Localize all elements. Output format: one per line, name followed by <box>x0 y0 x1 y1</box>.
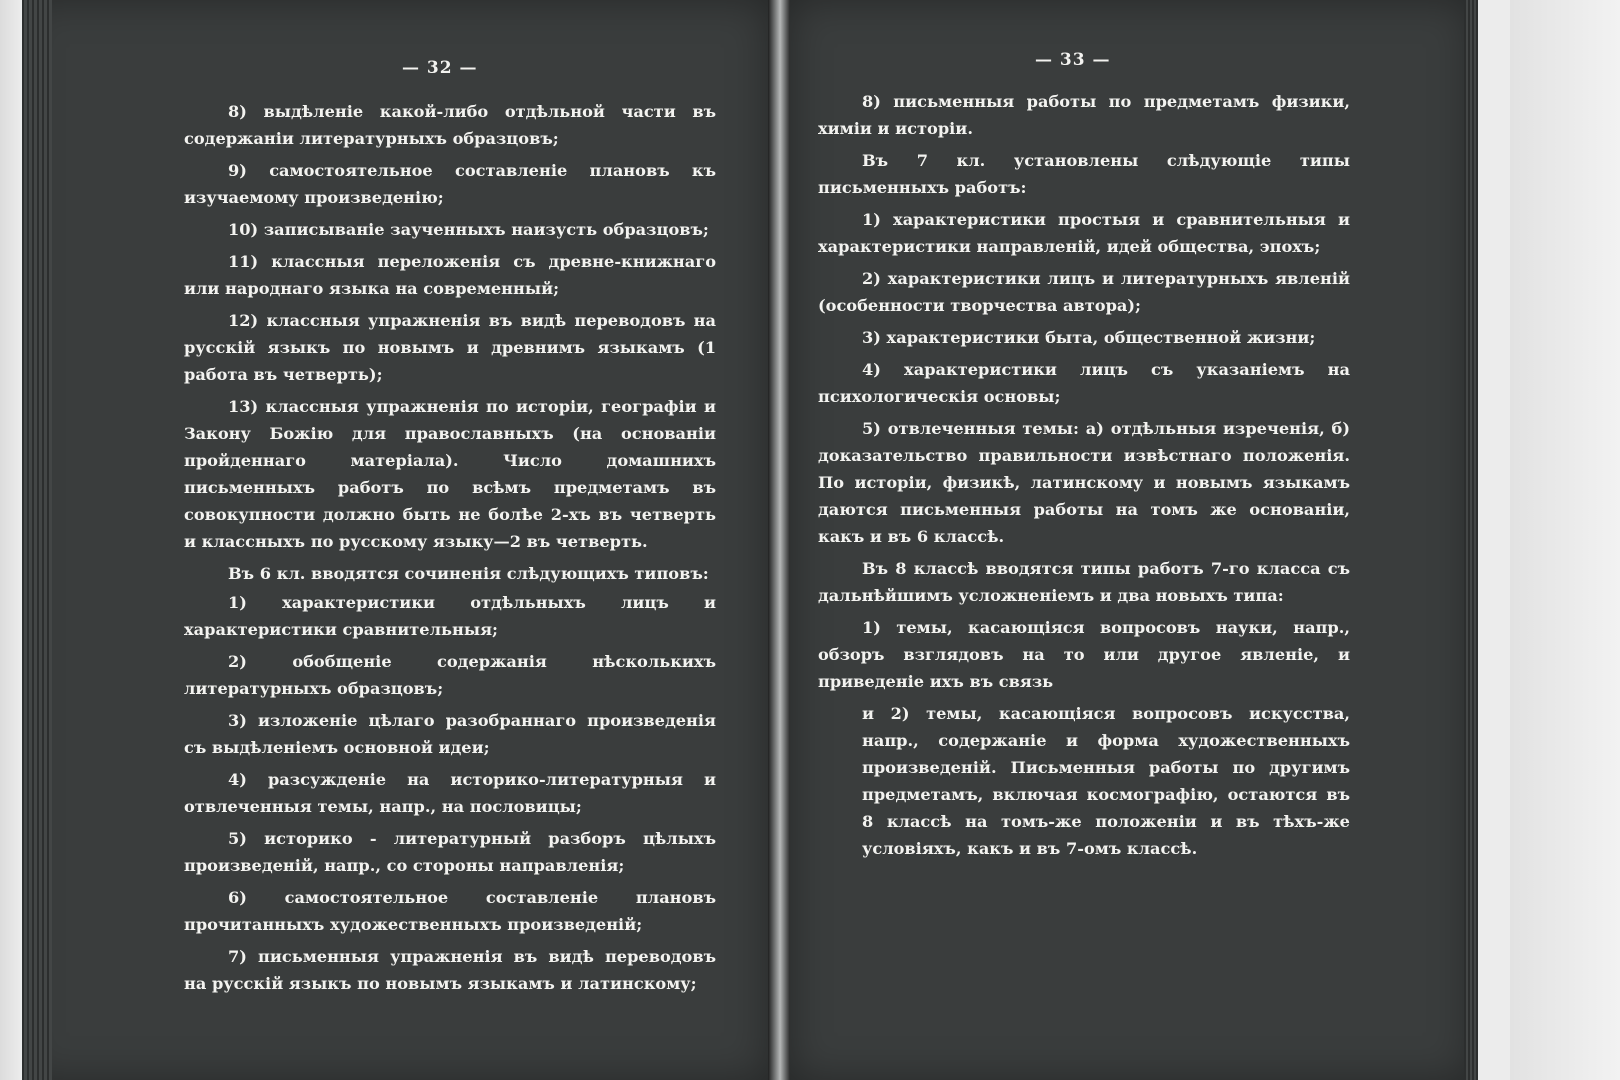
paragraph: 5) историко - литературный разборъ цѣлыхъ произведеній, напр., со стороны направленія; <box>184 829 716 875</box>
paragraph: 6) самостоятельное составленіе плановъ прочитанныхъ художественныхъ произведеній; <box>184 888 716 934</box>
left-page <box>22 0 772 1080</box>
paragraph: 3) изложеніе цѣлаго разобраннаго произведенія съ выдѣленіемъ основной идеи; <box>184 711 716 757</box>
paragraph: 3) характеристики быта, общественной жизни; <box>862 328 1316 347</box>
paragraph: 4) разсужденіе на историко-литературныя и отвлеченныя темы, напр., на пословицы; <box>184 770 716 816</box>
paragraph: 10) записываніе заученныхъ наизусть образцовъ; <box>228 220 709 239</box>
page-number-right: — 33 — <box>1035 50 1111 70</box>
paragraph: Въ 7 кл. установлены слѣдующіе типы письменныхъ работъ: <box>818 151 1350 197</box>
paragraph: 8) выдѣленіе какой-либо отдѣльной части въ содержаніи литературныхъ образцовъ; <box>184 102 716 148</box>
paragraph: Въ 6 кл. вводятся сочиненія слѣдующихъ типовъ: <box>228 564 709 583</box>
paragraph: 8) письменныя работы по предметамъ физики, химіи и исторіи. <box>818 92 1350 138</box>
paragraph: 13) классныя упражненія по исторіи, географіи и Закону Божію для православныхъ (на основаніи пройденнаго матеріала). Число домашнихъ письменныхъ работъ по всѣмъ предметамъ въ совокупности должно быть не болѣе 2-хъ въ четверть и классныхъ по русскому языку—2 въ четверть. <box>184 397 716 551</box>
page-number-left: — 32 — <box>402 58 478 78</box>
paragraph: 1) характеристики отдѣльныхъ лицъ и характеристики сравнительныя; <box>184 593 716 639</box>
paragraph: и 2) темы, касающіяся вопросовъ искусства, напр., содержаніе и форма художественныхъ произведеній. Письменныя работы по другимъ предметамъ, включая космографію, остаются въ 8 классѣ на томъ-же положеніи и въ тѣхъ-же условіяхъ, какъ и въ 7-омъ классѣ. <box>862 704 1350 858</box>
paragraph: 1) характеристики простыя и сравнительныя и характеристики направленій, идей общества, эпохъ; <box>818 210 1350 256</box>
paragraph: 7) письменныя упражненія въ видѣ переводовъ на русскій языкъ по новымъ языкамъ и латинскому; <box>184 947 716 993</box>
paragraph: 4) характеристики лицъ съ указаніемъ на психологическія основы; <box>818 360 1350 406</box>
paragraph: Въ 8 классѣ вводятся типы работъ 7-го класса съ дальнѣйшимъ усложненіемъ и два новыхъ типа: <box>818 559 1350 605</box>
paragraph: 11) классныя переложенія съ древне-книжнаго или народнаго языка на современный; <box>184 252 716 298</box>
right-page-text <box>818 88 1350 867</box>
scan-edge-right <box>1510 0 1620 1080</box>
right-page <box>790 0 1470 1080</box>
left-page-text <box>184 98 716 1002</box>
paragraph: 2) обобщеніе содержанія нѣсколькихъ литературныхъ образцовъ; <box>184 652 716 698</box>
paragraph: 1) темы, касающіяся вопросовъ науки, напр., обзоръ взглядовъ на то или другое явленіе, и приведеніе ихъ въ связь <box>818 618 1350 691</box>
paragraph: 9) самостоятельное составленіе плановъ къ изучаемому произведенію; <box>184 161 716 207</box>
book-gutter <box>768 0 790 1080</box>
paragraph: 12) классныя упражненія въ видѣ переводовъ на русскій языкъ по новымъ и древнимъ языкамъ (1 работа въ четверть); <box>184 311 716 384</box>
paragraph: 5) отвлеченныя темы: а) отдѣльныя изреченія, б) доказательство правильности извѣстнаго положенія. По исторіи, физикѣ, латинскому и новымъ языкамъ даются письменныя работы на томъ же основаніи, какъ и въ 6 классѣ. <box>818 419 1350 546</box>
paragraph: 2) характеристики лицъ и литературныхъ явленій (особенности творчества автора); <box>818 269 1350 315</box>
